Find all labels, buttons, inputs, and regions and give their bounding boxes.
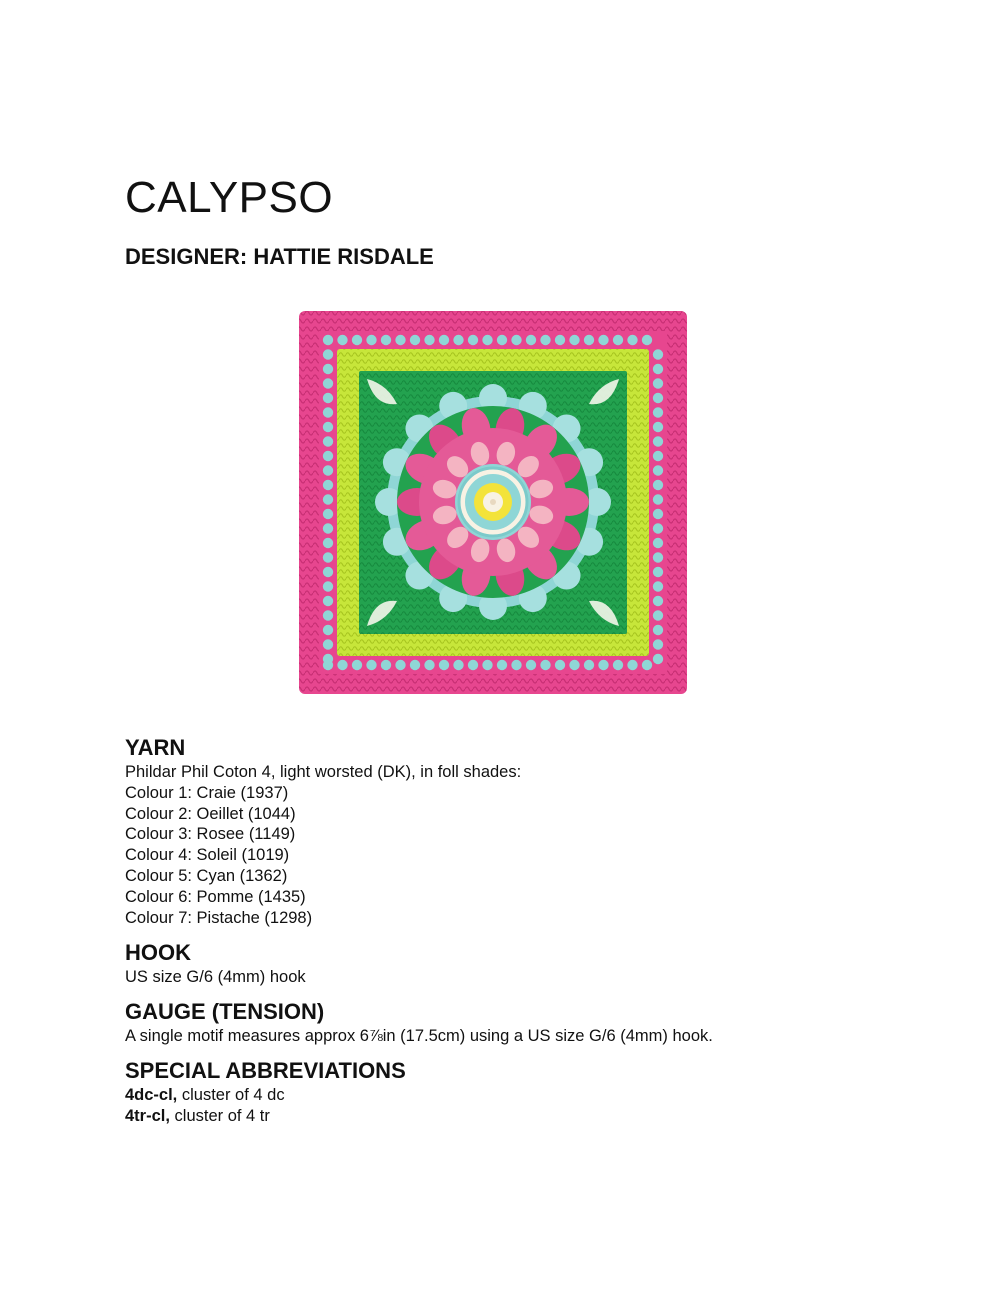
yarn-intro: Phildar Phil Coton 4, light worsted (DK), in foll shades: — [125, 763, 522, 781]
abbreviation-definition: cluster of 4 dc — [177, 1085, 285, 1104]
yarn-colour-1: Colour 1: Craie (1937) — [125, 783, 289, 802]
yarn-list — [125, 762, 885, 928]
yarn-colour-4: Colour 4: Soleil (1019) — [125, 846, 290, 865]
hook-section — [125, 939, 885, 988]
hook-heading: HOOK — [125, 940, 191, 966]
yarn-colour-3: Colour 3: Rosee (1149) — [125, 825, 296, 844]
abbreviations-heading: SPECIAL ABBREVIATIONS — [125, 1057, 406, 1083]
designer-credit: DESIGNER: HATTIE RISDALE — [125, 244, 434, 269]
yarn-colour-5: Colour 5: Cyan (1362) — [125, 866, 288, 885]
gauge-text: A single motif measures approx 6⅞in (17.5cm) using a US size G/6 (4mm) hook. — [125, 1027, 713, 1046]
hook-text: US size G/6 (4mm) hook — [125, 968, 306, 987]
pattern-title: CALYPSO — [125, 173, 334, 222]
gauge-section — [125, 998, 885, 1047]
abbreviation-item — [125, 1085, 885, 1106]
yarn-colour-2: Colour 2: Oeillet (1044) — [125, 804, 296, 823]
yarn-colour-6: Colour 6: Pomme (1435) — [125, 887, 306, 906]
yarn-section — [125, 734, 885, 928]
yarn-heading: YARN — [125, 735, 186, 760]
abbreviation-item — [125, 1106, 885, 1127]
gauge-heading: GAUGE (TENSION) — [125, 999, 325, 1025]
abbreviations-section — [125, 1057, 885, 1127]
crochet-motif-photo — [297, 309, 689, 696]
abbreviation-definition: cluster of 4 tr — [169, 1106, 270, 1125]
abbreviation-term: 4dc-cl, — [125, 1085, 178, 1104]
abbreviation-term: 4tr-cl, — [125, 1106, 170, 1125]
pattern-details — [125, 734, 885, 1137]
yarn-colour-7: Colour 7: Pistache (1298) — [125, 908, 313, 927]
